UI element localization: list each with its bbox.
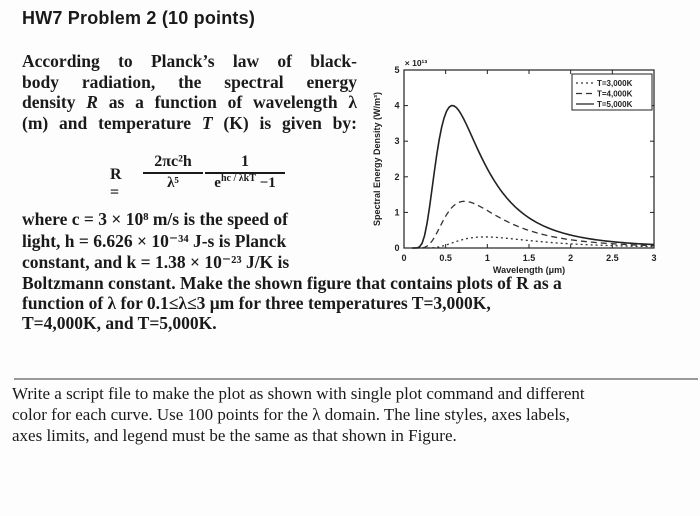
intro-word: Planck’s [150,51,215,71]
intro-word: R [86,92,98,112]
intro-word: and [59,112,88,133]
intro-word: wavelength [252,92,338,112]
y-tick-label: 5 [394,65,400,75]
task-line-3: axes limits, and legend must be the same as that shown in Figure. [12,426,457,445]
intro-word: spectral [224,71,284,92]
where-line-2: light, h = 6.626 × 10⁻³⁴ J-s is Planck [22,230,287,251]
x-axis-label: Wavelength (μm) [492,265,566,275]
intro-word: given [281,112,322,133]
intro-word: According [22,51,100,71]
intro-word: density [22,92,76,112]
formula-numerator-1: 2πc²h [154,153,192,170]
x-tick-label: 3 [651,253,657,263]
intro-word: law [232,51,260,71]
formula-fraction-1 [143,153,203,192]
intro-word: a [135,92,144,112]
formula-numerator-2: 1 [241,153,249,170]
y-tick-label: 3 [394,136,400,147]
intro-word: energy [306,71,357,92]
intro-word: function [154,92,217,112]
intro-word: to [118,51,133,71]
intro-line-2 [22,72,357,93]
intro-word: radiation, [81,71,156,92]
section-divider [14,378,698,380]
intro-word: (m) [22,112,49,133]
where-line-1: where c = 3 × 10⁸ m/s is the speed of [22,209,288,229]
y-axis-label: Spectral Energy Density (W/m³) [372,91,382,227]
y-tick-label: 0 [394,243,400,253]
intro-word: λ [348,92,357,112]
formula-fraction-2 [205,153,285,192]
formula-exponent: hc / λkT [220,172,256,184]
y-tick-label: 1 [394,207,400,218]
formula-lhs: R = [110,166,122,201]
x-tick-label: 1.5 [522,253,536,263]
intro-word: the [178,71,202,92]
problem-title: HW7 Problem 2 (10 points) [22,8,256,28]
intro-line-3 [22,92,357,113]
intro-word: of [277,51,292,71]
intro-word: as [108,92,125,112]
intro-word: by: [332,112,357,133]
problem-intro [22,51,357,133]
plot-svg [366,52,700,292]
x-tick-label: 2 [568,253,574,263]
intro-line-1 [22,51,357,72]
x-tick-label: 2.5 [606,253,619,263]
intro-line-4 [22,113,357,134]
intro-word: T [201,112,213,133]
intro-word: black- [310,51,357,71]
planck-plot [366,52,700,292]
continuation-line-3: T=4,000K, and T=5,000K. [22,313,217,333]
continuation-line-1: Boltzmann constant. Make the shown figure that contains plots of R as a [22,273,562,293]
continuation-line-2: function of λ for 0.1≤λ≤3 μm for three temperatures T=3,000K, [22,293,491,313]
fraction-bar-1 [143,172,203,174]
x-tick-label: 0.5 [439,253,452,263]
y-multiplier-label: × 10¹³ [404,58,428,68]
legend-entry: T=3,000K [597,79,633,88]
x-tick-label: 1 [484,253,490,263]
formula-exp-base: e [214,174,221,191]
y-tick-label: 4 [394,100,400,111]
intro-word: is [259,112,272,133]
legend-entry: T=5,000K [597,100,633,109]
formula-denominator-2 [205,172,285,192]
formula-denominator-1: λ⁵ [167,174,179,191]
formula-minus-one: −1 [255,174,276,191]
task-line-2: color for each curve. Use 100 points for the λ domain. The line styles, axes labels, [12,405,570,424]
task-instructions [12,383,692,446]
intro-word: temperature [98,112,192,133]
intro-word: (K) [223,112,249,133]
y-tick-label: 2 [394,171,400,182]
where-line-3: constant, and k = 1.38 × 10⁻²³ J/K is [22,252,290,272]
legend-entry: T=4,000K [597,89,633,99]
task-line-1: Write a script file to make the plot as shown with single plot command and different [12,384,585,403]
intro-word: body [22,71,59,92]
constants-definitions [22,209,362,274]
x-tick-label: 0 [401,253,407,263]
intro-word: of [227,92,243,112]
